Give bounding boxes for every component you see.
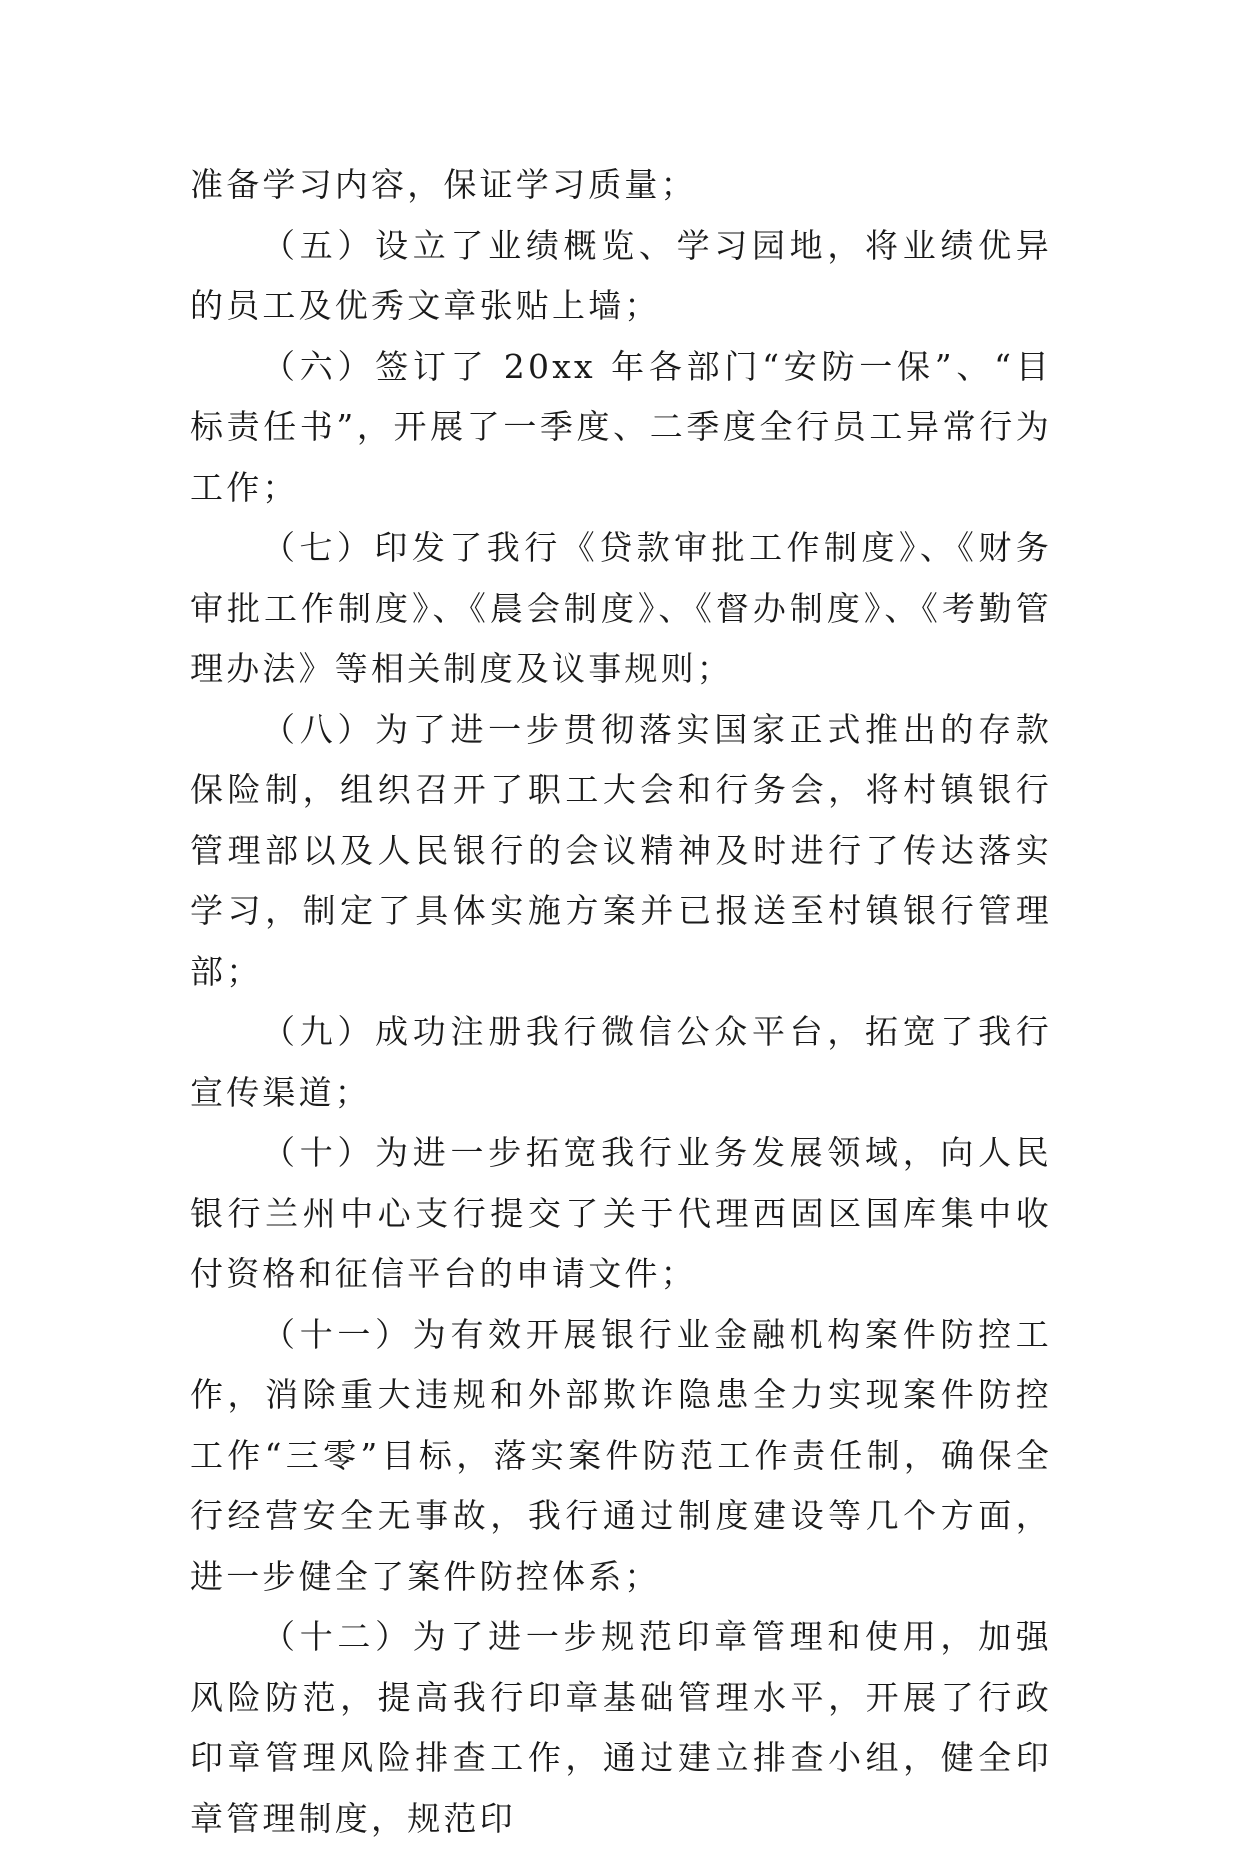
paragraph-item-12: （十二）为了进一步规范印章管理和使用，加强风险防范，提高我行印章基础管理水平，开展了行政印章管理风险排查工作，通过建立排查小组，健全印章管理制度，规范印 xyxy=(190,1617,1052,1838)
paragraph-item-11: （十一）为有效开展银行业金融机构案件防控工作，消除重大违规和外部欺诈隐患全力实现案件防控工作“三零”目标，落实案件防范工作责任制，确保全行经营安全无事故，我行通过制度建设等几个方面，进一步健全了案件防控体系； xyxy=(190,1314,1052,1596)
paragraph-item-7: （七）印发了我行《贷款审批工作制度》、《财务审批工作制度》、《晨会制度》、《督办制度》、《考勤管理办法》等相关制度及议事规则； xyxy=(190,528,1052,688)
paragraph-item-6: （六）签订了 20xx 年各部门“安防一保”、“目标责任书”，开展了一季度、二季度全行员工异常行为工作； xyxy=(190,346,1052,507)
paragraph-item-9: （九）成功注册我行微信公众平台，拓宽了我行宣传渠道； xyxy=(190,1012,1052,1112)
paragraph-continuation: 准备学习内容，保证学习质量； xyxy=(190,165,697,204)
document-body xyxy=(190,155,1052,1849)
paragraph-item-5: （五）设立了业绩概览、学习园地，将业绩优异的员工及优秀文章张贴上墙； xyxy=(190,225,1052,325)
paragraph-item-10: （十）为进一步拓宽我行业务发展领域，向人民银行兰州中心支行提交了关于代理西固区国库集中收付资格和征信平台的申请文件； xyxy=(190,1133,1052,1293)
paragraph-item-8: （八）为了进一步贯彻落实国家正式推出的存款保险制，组织召开了职工大会和行务会，将村镇银行管理部以及人民银行的会议精神及时进行了传达落实学习，制定了具体实施方案并已报送至村镇银行管理部； xyxy=(190,709,1052,991)
